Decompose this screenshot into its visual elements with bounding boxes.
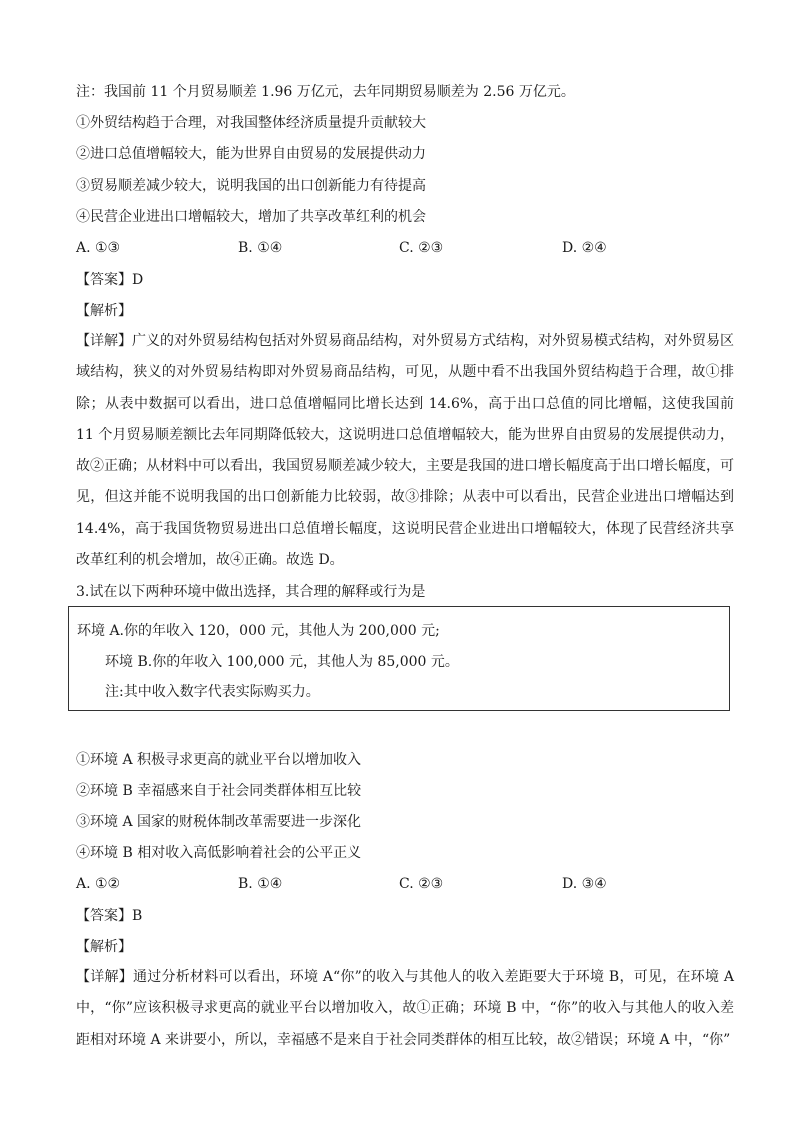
statement-1: ①环境 A 积极寻求更高的就业平台以增加收入 — [76, 752, 362, 768]
option-b: B. ①④ — [238, 240, 283, 256]
environment-b: 环境 B.你的年收入 100,000 元，其他人为 85,000 元。 — [105, 654, 459, 670]
statement-3: ③贸易顺差减少较大，说明我国的出口创新能力有待提高 — [76, 178, 426, 194]
option-c: C. ②③ — [399, 876, 444, 892]
detail-paragraph: 【详解】广义的对外贸易结构包括对外贸易商品结构，对外贸易方式结构，对外贸易模式结构，对外贸易区域结构，狭义的对外贸易结构即对外贸易商品结构，可见，从题中看不出我国外贸结构趋于合理，故①排除；从表中数据可以看出，进口总值增幅同比增长达到 14.6%，高于出口总值的同比增幅，这使我国前 11 个月贸易顺差额比去年同期降低较大，这说明进口总值增幅较大，能为世界自由贸易的发展提供动力，故②正确；从材料中可以看出，我国贸易顺差减少较大，主要是我国的进口增长幅度高于出口增长幅度，可见，但这并能不说明我国的出口创新能力比较弱，故③排除；从表中可以看出，民营企业进出口增幅达到 14.4%，高于我国货物贸易进出口总值增长幅度，这说明民营企业进出口增幅较大，体现了民营经济共享改革红利的机会增加，故④正确。故选 D。 — [76, 333, 734, 569]
option-a: A. ①② — [76, 876, 121, 892]
environment-box — [68, 606, 730, 711]
statement-4: ④民营企业进出口增幅较大，增加了共享改革红利的机会 — [76, 209, 426, 225]
environment-note: 注:其中收入数字代表实际购买力。 — [105, 684, 320, 700]
trade-note: 注：我国前 11 个月贸易顺差 1.96 万亿元，去年同期贸易顺差为 2.56 万亿元。 — [76, 84, 575, 100]
statement-2: ②环境 B 幸福感来自于社会同类群体相互比较 — [76, 783, 362, 799]
statement-3: ③环境 A 国家的财税体制改革需要进一步深化 — [76, 814, 362, 830]
option-c: C. ②③ — [399, 240, 444, 256]
answer: 【答案】D — [76, 272, 144, 288]
detail-paragraph: 【详解】通过分析材料可以看出，环境 A“你”的收入与其他人的收入差距要大于环境 B，可见，在环境 A 中，“你”应该积极寻求更高的就业平台以增加收入，故①正确；环境 B 中，“你”的收入与其他人的收入差距相对环境 A 来讲要小，所以，幸福感不是来自于社会同类群体的相互比较，故②错误；环境 A 中，“你” — [76, 969, 734, 1048]
environment-a: 环境 A.你的年收入 120，000 元，其他人为 200,000 元; — [77, 623, 440, 639]
option-a: A. ①③ — [76, 240, 121, 256]
option-b: B. ①④ — [238, 876, 283, 892]
statement-2: ②进口总值增幅较大，能为世界自由贸易的发展提供动力 — [76, 146, 426, 162]
option-d: D. ②④ — [562, 240, 607, 256]
analysis-label: 【解析】 — [76, 939, 132, 955]
statement-4: ④环境 B 相对收入高低影响着社会的公平正义 — [76, 845, 362, 861]
question-stem: 3.试在以下两种环境中做出选择，其合理的解释或行为是 — [76, 584, 426, 600]
option-d: D. ③④ — [562, 876, 607, 892]
answer: 【答案】B — [76, 908, 143, 924]
analysis-label: 【解析】 — [76, 303, 132, 319]
statement-1: ①外贸结构趋于合理，对我国整体经济质量提升贡献较大 — [76, 115, 426, 131]
